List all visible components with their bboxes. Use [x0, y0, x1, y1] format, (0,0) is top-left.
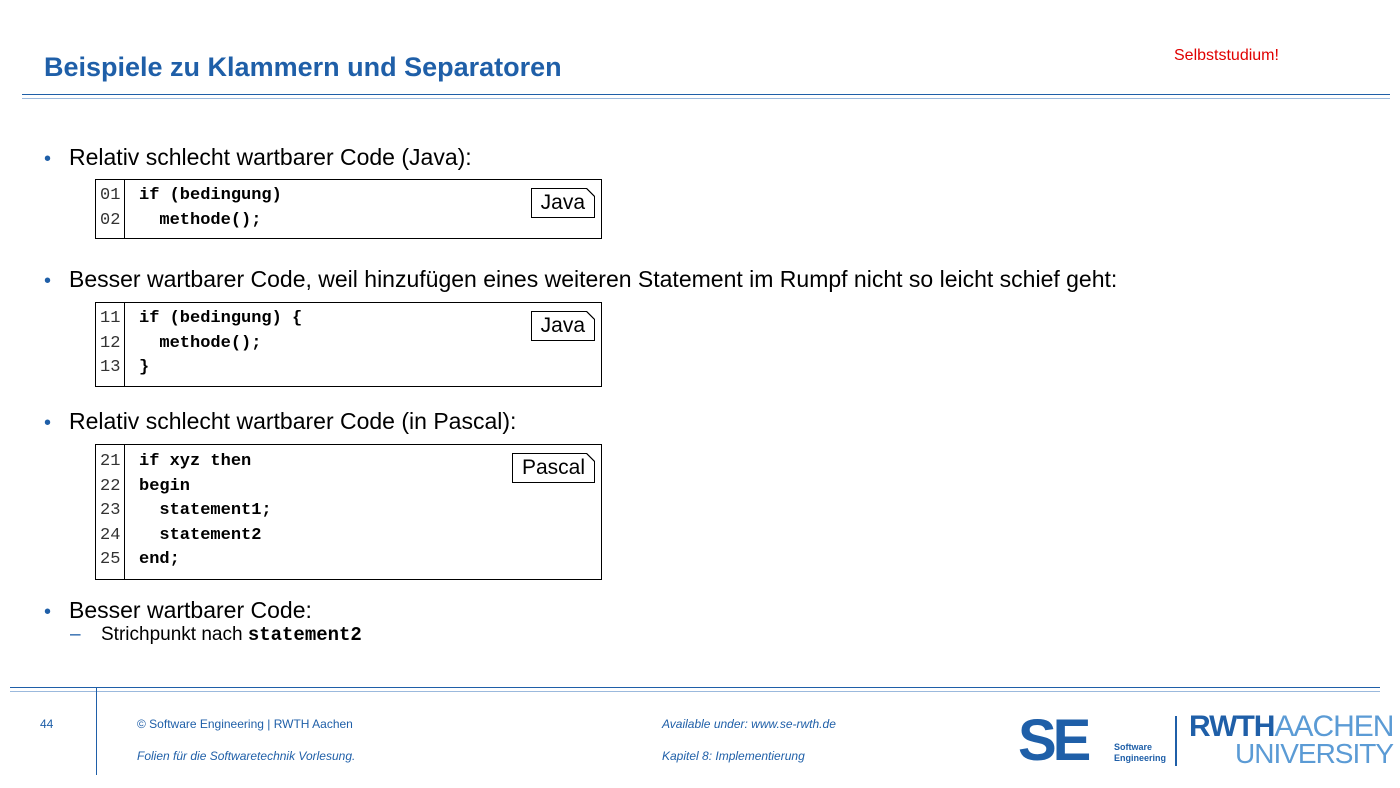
bullet-dot-icon: •: [44, 412, 52, 434]
code-text: if xyz then: [139, 452, 252, 471]
code-text: begin: [139, 476, 191, 496]
code-text: if (bedingung) {: [139, 309, 303, 328]
se-logo-sub1: Software: [1114, 742, 1153, 752]
code-line: [96, 499, 601, 524]
language-label-text: Pascal: [521, 456, 585, 479]
code-line: [96, 356, 601, 381]
page-number: 44: [40, 717, 54, 731]
page-fold-icon: [586, 453, 595, 462]
code-text: if (bedingung): [139, 186, 282, 205]
code-line: [96, 524, 601, 549]
line-number: 22: [100, 476, 121, 496]
code-block: [95, 302, 602, 387]
code-text: }: [139, 358, 150, 377]
line-number: 02: [100, 210, 121, 230]
rwth-logo-part1: RWTH: [1189, 710, 1275, 743]
footer-copyright: © Software Engineering | RWTH Aachen: [137, 717, 353, 731]
footer-chapter: Kapitel 8: Implementierung: [662, 749, 805, 763]
bullet-item: [44, 266, 1117, 293]
code-line: [96, 548, 601, 573]
bullet-dot-icon: •: [44, 270, 52, 292]
se-logo-sub2: Engineering: [1114, 753, 1167, 763]
bullet-item: [44, 597, 312, 624]
page-fold-icon: [586, 311, 595, 320]
code-text: methode();: [139, 333, 262, 353]
code-text: methode();: [139, 210, 262, 230]
code-line: [96, 332, 601, 357]
code-block: [95, 444, 602, 580]
line-number: 01: [100, 186, 121, 205]
se-logo-text: SE: [1018, 708, 1088, 773]
footer-vertical-divider: [96, 687, 97, 775]
code-text: statement2: [139, 525, 262, 545]
line-number: 23: [100, 501, 121, 520]
footer-divider: [10, 687, 1380, 688]
footer-course: Folien für die Softwaretechnik Vorlesung.: [137, 749, 356, 763]
code-line: [96, 209, 601, 234]
language-label-text: Java: [540, 191, 585, 214]
inline-code: statement2: [247, 624, 362, 646]
bullet-text: Besser wartbarer Code, weil hinzufügen eines weiteren Statement im Rumpf nicht so leicht schief geht:: [69, 266, 1118, 292]
language-label: [531, 311, 595, 341]
slide-title: Beispiele zu Klammern und Separatoren: [44, 52, 562, 82]
se-logo-subtitle: [1114, 742, 1166, 764]
line-number: 24: [100, 525, 121, 545]
header-divider: [22, 94, 1390, 95]
logo-separator: [1175, 716, 1177, 766]
footer-divider-light: [10, 691, 1380, 692]
bullet-text: Besser wartbarer Code:: [69, 597, 312, 623]
sub-bullet-text: Strichpunkt nach: [101, 624, 243, 645]
self-study-tag: Selbststudium!: [1174, 47, 1279, 64]
bullet-text: Relativ schlecht wartbarer Code (in Pascal):: [69, 408, 517, 434]
bullet-dot-icon: •: [44, 148, 52, 170]
code-line: [96, 184, 601, 209]
line-number: 25: [100, 550, 121, 569]
line-number: 21: [100, 452, 121, 471]
line-number: 12: [100, 333, 121, 353]
footer-available: Available under: www.se-rwth.de: [662, 717, 836, 731]
language-label: [531, 188, 595, 218]
language-label-text: Java: [540, 314, 585, 337]
rwth-logo-part2: AACHEN: [1274, 710, 1394, 743]
code-text: statement1;: [139, 501, 272, 520]
se-logo-mark: [1018, 708, 1088, 773]
code-line: [96, 307, 601, 332]
header-divider-light: [22, 98, 1390, 99]
bullet-text: Relativ schlecht wartbarer Code (Java):: [69, 144, 472, 170]
code-text: end;: [139, 550, 180, 569]
dash-icon: –: [70, 624, 81, 645]
rwth-logo-university: UNIVERSITY: [1235, 738, 1394, 769]
line-number: 13: [100, 358, 121, 377]
code-block: [95, 179, 602, 239]
bullet-dot-icon: •: [44, 601, 52, 623]
bullet-item: [44, 408, 516, 435]
page-fold-icon: [586, 188, 595, 197]
bullet-item: [44, 144, 472, 171]
line-number: 11: [100, 309, 121, 328]
language-label: [512, 453, 595, 483]
sub-bullet-item: [70, 624, 362, 646]
